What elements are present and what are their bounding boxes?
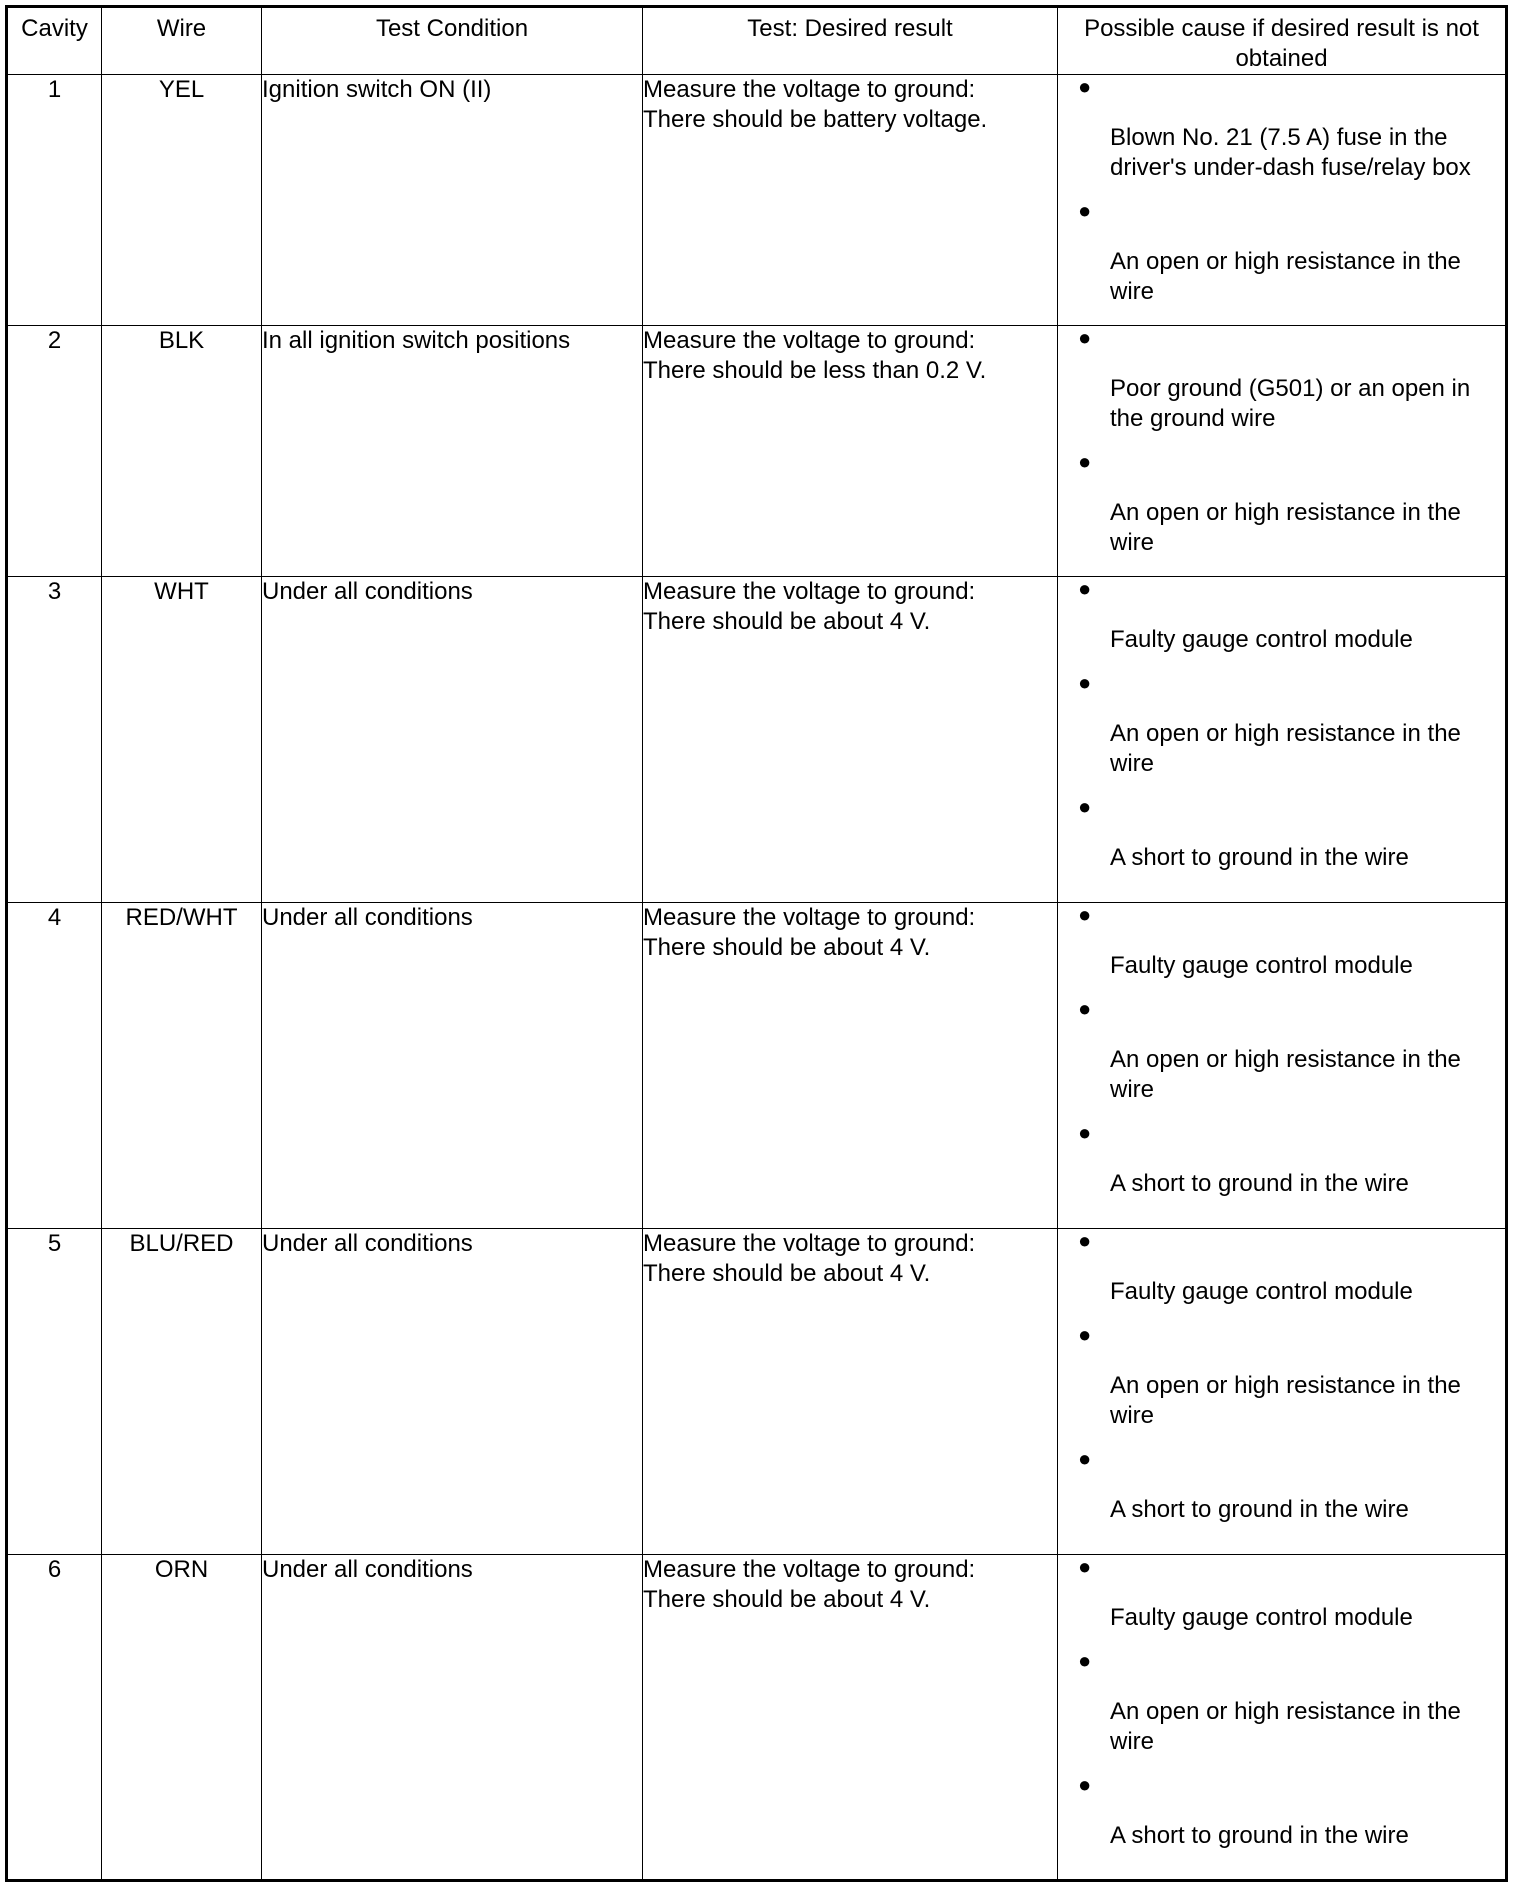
- cause-text: Blown No. 21 (7.5 A) fuse in the driver's under-dash fuse/relay box: [1110, 124, 1471, 181]
- cause-item: [1058, 326, 1505, 434]
- result-cell: [643, 75, 1058, 326]
- wire-cell: WHT: [102, 577, 262, 903]
- header-row: [7, 7, 1507, 75]
- condition-cell: Under all conditions: [262, 577, 643, 903]
- table-row: [7, 577, 1507, 903]
- bullet-icon: ●: [1078, 1322, 1092, 1347]
- cause-text: A short to ground in the wire: [1110, 1496, 1409, 1523]
- cause-text: An open or high resistance in the wire: [1110, 720, 1461, 777]
- cause-cell: [1058, 1555, 1507, 1881]
- bullet-icon: ●: [1078, 1446, 1092, 1471]
- bullet-icon: ●: [1078, 794, 1092, 819]
- bullet-icon: ●: [1078, 198, 1092, 223]
- cause-text: A short to ground in the wire: [1110, 1170, 1409, 1197]
- cavity-cell: 6: [7, 1555, 102, 1881]
- cause-item: [1058, 997, 1505, 1105]
- wire-cell: ORN: [102, 1555, 262, 1881]
- result-line: There should be about 4 V.: [643, 1260, 931, 1287]
- cause-item: [1058, 1121, 1505, 1199]
- condition-cell: In all ignition switch positions: [262, 326, 643, 577]
- table-row: [7, 1555, 1507, 1881]
- cause-item: [1058, 671, 1505, 779]
- cause-item: [1058, 1773, 1505, 1851]
- wire-cell: RED/WHT: [102, 903, 262, 1229]
- condition-cell: Under all conditions: [262, 1229, 643, 1555]
- cause-item: [1058, 1323, 1505, 1431]
- cause-text: Faulty gauge control module: [1110, 1604, 1413, 1631]
- cavity-cell: 2: [7, 326, 102, 577]
- cause-item: [1058, 199, 1505, 307]
- result-cell: [643, 577, 1058, 903]
- bullet-icon: ●: [1078, 1554, 1092, 1579]
- bullet-icon: ●: [1078, 902, 1092, 927]
- cause-text: Faulty gauge control module: [1110, 626, 1413, 653]
- result-line: There should be about 4 V.: [643, 608, 931, 635]
- cause-cell: [1058, 1229, 1507, 1555]
- bullet-icon: ●: [1078, 1648, 1092, 1673]
- cause-item: [1058, 75, 1505, 183]
- result-line: There should be about 4 V.: [643, 1586, 931, 1613]
- table-row: [7, 326, 1507, 577]
- condition-cell: Under all conditions: [262, 903, 643, 1229]
- condition-cell: Under all conditions: [262, 1555, 643, 1881]
- wire-cell: BLK: [102, 326, 262, 577]
- condition-cell: Ignition switch ON (II): [262, 75, 643, 326]
- result-line: Measure the voltage to ground:: [643, 327, 976, 354]
- bullet-icon: ●: [1078, 996, 1092, 1021]
- result-line: Measure the voltage to ground:: [643, 1230, 976, 1257]
- cavity-cell: 3: [7, 577, 102, 903]
- table-row: [7, 75, 1507, 326]
- cause-text: Faulty gauge control module: [1110, 952, 1413, 979]
- bullet-icon: ●: [1078, 576, 1092, 601]
- cavity-cell: 4: [7, 903, 102, 1229]
- cause-text: An open or high resistance in the wire: [1110, 1698, 1461, 1755]
- bullet-icon: ●: [1078, 74, 1092, 99]
- cavity-cell: 1: [7, 75, 102, 326]
- cause-text: A short to ground in the wire: [1110, 1822, 1409, 1849]
- table-row: [7, 903, 1507, 1229]
- bullet-icon: ●: [1078, 1772, 1092, 1797]
- cause-item: [1058, 577, 1505, 655]
- cause-item: [1058, 903, 1505, 981]
- cause-cell: [1058, 903, 1507, 1229]
- cause-text: An open or high resistance in the wire: [1110, 1372, 1461, 1429]
- cause-cell: [1058, 75, 1507, 326]
- bullet-icon: ●: [1078, 1120, 1092, 1145]
- header-desired-result: Test: Desired result: [643, 7, 1058, 75]
- table-row: [7, 1229, 1507, 1555]
- cause-cell: [1058, 577, 1507, 903]
- result-line: There should be battery voltage.: [643, 106, 988, 133]
- result-line: There should be about 4 V.: [643, 934, 931, 961]
- cause-text: An open or high resistance in the wire: [1110, 1046, 1461, 1103]
- bullet-icon: ●: [1078, 670, 1092, 695]
- header-wire: Wire: [102, 7, 262, 75]
- cause-item: [1058, 1447, 1505, 1525]
- cause-cell: [1058, 326, 1507, 577]
- header-possible-cause: Possible cause if desired result is not obtained: [1058, 7, 1507, 75]
- cause-text: An open or high resistance in the wire: [1110, 499, 1461, 556]
- cause-item: [1058, 795, 1505, 873]
- result-cell: [643, 326, 1058, 577]
- result-line: Measure the voltage to ground:: [643, 76, 976, 103]
- cause-item: [1058, 1229, 1505, 1307]
- bullet-icon: ●: [1078, 325, 1092, 350]
- cavity-cell: 5: [7, 1229, 102, 1555]
- cause-item: [1058, 1649, 1505, 1757]
- result-line: Measure the voltage to ground:: [643, 578, 976, 605]
- header-cavity: Cavity: [7, 7, 102, 75]
- cause-text: Faulty gauge control module: [1110, 1278, 1413, 1305]
- header-test-condition: Test Condition: [262, 7, 643, 75]
- connector-test-table: [5, 5, 1508, 1882]
- result-line: There should be less than 0.2 V.: [643, 357, 987, 384]
- result-line: Measure the voltage to ground:: [643, 1556, 976, 1583]
- cause-item: [1058, 450, 1505, 558]
- bullet-icon: ●: [1078, 1228, 1092, 1253]
- result-cell: [643, 1555, 1058, 1881]
- cause-text: Poor ground (G501) or an open in the ground wire: [1110, 375, 1471, 432]
- cause-item: [1058, 1555, 1505, 1633]
- result-line: Measure the voltage to ground:: [643, 904, 976, 931]
- result-cell: [643, 903, 1058, 1229]
- wire-cell: YEL: [102, 75, 262, 326]
- cause-text: A short to ground in the wire: [1110, 844, 1409, 871]
- bullet-icon: ●: [1078, 449, 1092, 474]
- wire-cell: BLU/RED: [102, 1229, 262, 1555]
- cause-text: An open or high resistance in the wire: [1110, 248, 1461, 305]
- result-cell: [643, 1229, 1058, 1555]
